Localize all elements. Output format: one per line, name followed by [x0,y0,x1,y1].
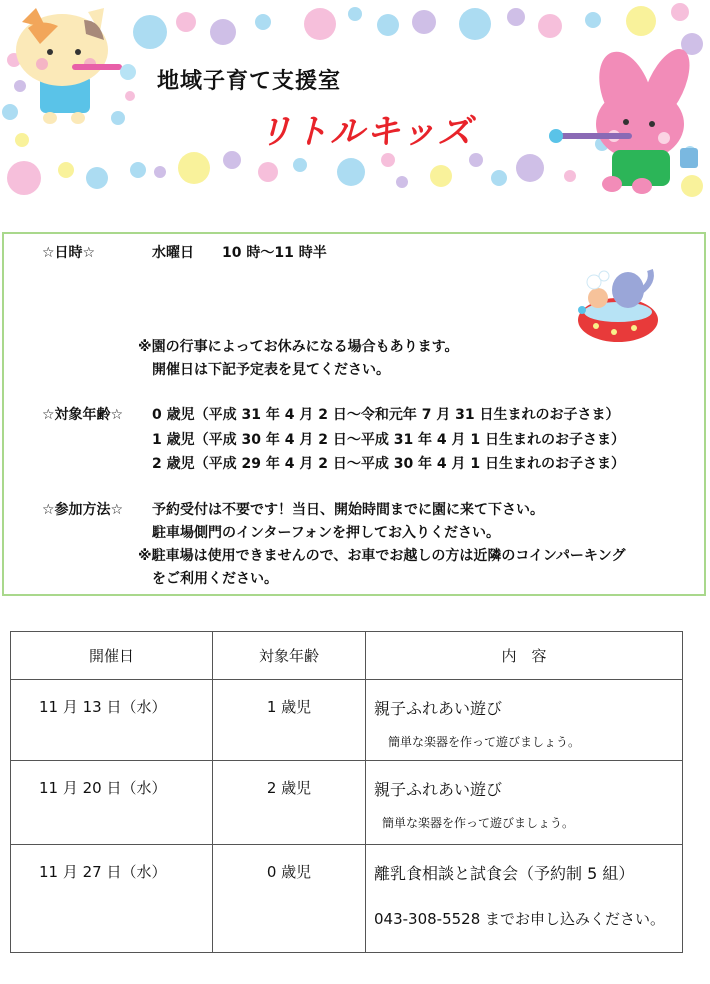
row-date: 11 月 27 日（水） [11,845,213,953]
header-decoration [0,0,710,200]
row-date: 11 月 13 日（水） [11,680,213,761]
header-content: 内 容 [366,632,683,680]
row-content [366,680,683,761]
row-age: 0 歳児 [213,845,366,953]
parking-note-cont: をご利用ください。 [152,571,278,587]
datetime-value: 水曜日 10 時～11 時半 [152,245,327,261]
row-activity: 離乳食相談と試食会（予約制 5 組） [374,864,635,883]
cat-character [16,8,136,124]
row-activity: 親子ふれあい遊び [374,780,503,799]
parking-note: ※駐車場は使用できませんので、お車でお越しの方は近隣のコインパーキング [138,548,626,564]
page-title: 地域子育て支援室 [157,69,342,94]
program-name: リトルキッズ [258,112,474,152]
row-detail: 簡単な楽器を作って遊びましょう。 [388,735,581,749]
age-line: 0 歳児（平成 31 年 4 月 2 日～令和元年 7 月 31 日生まれのお子さま） [152,407,620,423]
elephant-bath-illustration [574,262,664,348]
row-date: 11 月 20 日（水） [11,761,213,845]
join-line: 予約受付は不要です！当日、開始時間までに園に来て下さい。 [152,502,544,518]
datetime-label: ☆日時☆ [42,245,96,261]
row-content [366,845,683,953]
table-row [11,680,683,761]
row-detail: 簡単な楽器を作って遊びましょう。 [382,816,575,830]
table-header-row [11,632,683,680]
header-date: 開催日 [11,632,213,680]
row-activity: 親子ふれあい遊び [374,699,503,718]
schedule-table [10,631,683,953]
join-label: ☆参加方法☆ [42,502,124,518]
row-age: 1 歳児 [213,680,366,761]
row-detail: 043-308-5528 までお申し込みください。 [374,910,666,928]
join-line: 駐車場側門のインターフォンを押してお入りください。 [152,525,501,541]
table-row [11,761,683,845]
table-row [11,845,683,953]
age-line: 1 歳児（平成 30 年 4 月 2 日～平成 31 年 4 月 1 日生まれのお子さま） [152,432,626,448]
age-line: 2 歳児（平成 29 年 4 月 2 日～平成 30 年 4 月 1 日生まれのお子さま） [152,456,626,472]
schedule-note: 開催日は下記予定表を見てください。 [152,362,390,378]
bubbles [2,3,703,197]
header-age: 対象年齢 [213,632,366,680]
closure-note: ※園の行事によってお休みになる場合もあります。 [138,339,459,355]
row-content [366,761,683,845]
age-label: ☆対象年齢☆ [42,407,124,423]
row-age: 2 歳児 [213,761,366,845]
